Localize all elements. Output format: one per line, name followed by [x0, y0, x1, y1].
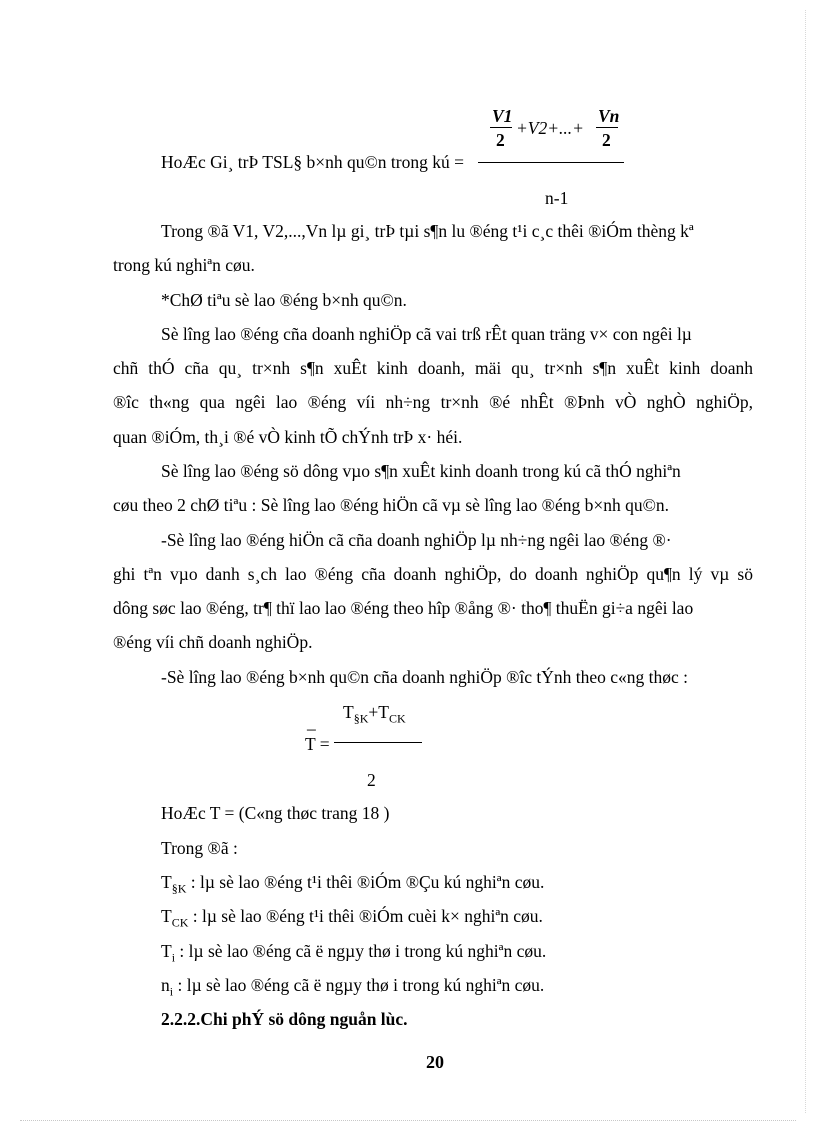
formula1-vn-den: 2 [602, 130, 611, 150]
formula-alt: HoÆc T = (C«ng thøc trang 18 ) [161, 803, 390, 823]
para2: *ChØ tiªu sè lao ®éng b×nh qu©n. [161, 290, 407, 310]
formula1-v1-den: 2 [496, 130, 505, 150]
formula2-denominator: 2 [367, 770, 376, 790]
section-heading: 2.2.2.Chi phÝ sö dông nguån lùc. [161, 1009, 408, 1029]
formula1-v1-bar [490, 127, 512, 128]
page-right-border [805, 10, 806, 1113]
formula1-denominator: n-1 [545, 188, 569, 208]
para5-line1: -Sè lîng lao ®éng hiÖn cã cña doanh nghiÖp lµ nh÷ng ngêi lao ®éng ®· [161, 530, 672, 550]
formula1-fraction-bar [478, 162, 624, 163]
def-4: $n_i$ : lµ sè lao ®éng cã ë ngµy thø i trong kú nghiªn cøu. [161, 975, 545, 999]
para6: -Sè lîng lao ®éng b×nh qu©n cña doanh nghiÖp ®îc tÝnh theo c«ng thøc : [161, 667, 689, 687]
def-3: $T_i$ : lµ sè lao ®éng cã ë ngµy thø i trong kú nghiªn cøu. [161, 941, 547, 965]
para4-line2: cøu theo 2 chØ tiªu : Sè lîng lao ®éng hiÖn cã vµ sè lîng lao ®éng b×nh qu©n. [113, 495, 670, 515]
formula2-numerator: $T_{\S K}+T_{CK}$ [343, 702, 406, 726]
formula1-vn: Vn [598, 106, 620, 126]
formula2-lhs: T = [305, 734, 330, 754]
page-bottom-border [20, 1120, 796, 1121]
para5-line4: ®éng víi chñ doanh nghiÖp. [113, 632, 313, 652]
para1-line1: Trong ®ã V1, V2,...,Vn lµ gi¸ trÞ tµi s¶n lu ®éng t¹i c¸c thêi ®iÓm thèng kª [161, 221, 694, 241]
defs-where: Trong ®ã : [161, 838, 238, 858]
para5-line2: ghi tªn vµo danh s¸ch lao ®éng cña doanh nghiÖp, do doanh nghiÖp qu¶n lý vµ sö [113, 564, 753, 584]
def-2: $T_{CK}$ : lµ sè lao ®éng t¹i thêi ®iÓm cuèi k× nghiªn cøu. [161, 906, 543, 930]
para1-line2: trong kú nghiªn cøu. [113, 255, 255, 275]
para3-line1: Sè lîng lao ®éng cña doanh nghiÖp cã vai trß rÊt quan träng v× con ngêi lµ [161, 324, 692, 344]
para3-line3: ®îc th«ng qua ngêi lao ®éng víi nh÷ng tr×nh ®é nhÊt ®Þnh vÒ nghÒ nghiÖp, [113, 392, 753, 412]
formula2-mean-bar: _ [307, 712, 316, 732]
page-number: 20 [426, 1052, 444, 1072]
para5-line3: dông søc lao ®éng, tr¶ thï lao lao ®éng theo hîp ®ång ®· tho¶ thuËn gi÷a ngêi lao [113, 598, 694, 618]
para4-line1: Sè lîng lao ®éng sö dông vµo s¶n xuÊt kinh doanh trong kú cã thÓ nghiªn [161, 461, 681, 481]
def-1: $T_{\S K}$ : lµ sè lao ®éng t¹i thêi ®iÓm ®Çu kú nghiªn cøu. [161, 872, 545, 896]
formula1-vn-bar [596, 127, 618, 128]
para3-line4: quan ®iÓm, th¸i ®é vÒ kinh tÕ chÝnh trÞ x· héi. [113, 427, 463, 447]
para3-line2: chñ thÓ cña qu¸ tr×nh s¶n xuÊt kinh doanh, mäi qu¸ tr×nh s¶n xuÊt kinh doanh [113, 358, 753, 378]
formula1-mid: +V2+...+ [516, 118, 584, 138]
formula2-fraction-bar [334, 742, 422, 743]
formula1-v1: V1 [492, 106, 513, 126]
formula1-label: HoÆc Gi¸ trÞ TSL§ b×nh qu©n trong kú = [161, 152, 464, 172]
